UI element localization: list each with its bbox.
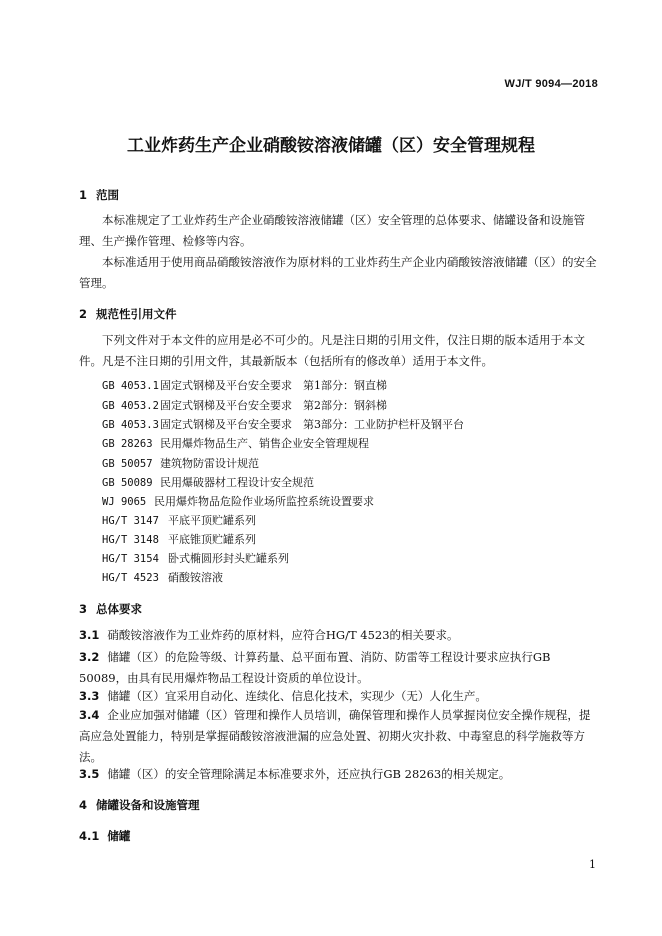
reference-item	[102, 377, 387, 393]
section-2-heading	[79, 306, 177, 322]
reference-title: 民用爆炸物品生产、销售企业安全管理规程	[160, 437, 369, 450]
reference-item	[102, 569, 223, 585]
reference-item	[102, 550, 289, 566]
standard-code: WJ/T 9094—2018	[504, 78, 598, 90]
section-number: 3	[79, 602, 88, 616]
reference-item	[102, 416, 464, 432]
section-title: 范围	[96, 188, 119, 202]
reference-code: HG/T 4523	[102, 572, 159, 584]
section-number: 1	[79, 188, 88, 202]
reference-code: GB 50057	[102, 458, 153, 470]
reference-title: 卧式椭圆形封头贮罐系列	[168, 552, 289, 565]
reference-item	[102, 397, 387, 413]
reference-title: 平底锥顶贮罐系列	[168, 533, 256, 546]
document-title: 工业炸药生产企业硝酸铵溶液储罐（区）安全管理规程	[127, 136, 535, 156]
reference-item	[102, 435, 369, 451]
section-3-heading	[79, 601, 142, 617]
clause-text: 企业应加强对储罐（区）管理和操作人员培训，确保管理和操作人员掌握岗位安全操作规程，提高应急处置能力，特别是掌握硝酸铵溶液泄漏的应急处置、初期火灾扑救、中毒窒息的科学施救等方法。	[79, 708, 591, 764]
clause-number: 3.4	[79, 708, 100, 722]
reference-code: HG/T 3148	[102, 534, 159, 546]
reference-item	[102, 512, 256, 528]
reference-title: 固定式钢梯及平台安全要求 第2部分：钢斜梯	[160, 399, 387, 412]
reference-item	[102, 531, 256, 547]
section-4-heading	[79, 797, 200, 813]
clause-text: 储罐（区）宜采用自动化、连续化、信息化技术，实现少（无）人化生产。	[107, 689, 487, 703]
subsection-number: 4.1	[79, 829, 100, 843]
clause-number: 3.5	[79, 767, 100, 781]
reference-item	[102, 493, 374, 509]
section-2-intro: 下列文件对于本文件的应用是必不可少的。凡是注日期的引用文件，仅注日期的版本适用于本文件。凡是不注日期的引用文件，其最新版本（包括所有的修改单）适用于本文件。	[79, 333, 585, 368]
reference-code: WJ 9065	[102, 496, 147, 508]
requirement-item	[79, 647, 601, 689]
requirement-item	[79, 686, 601, 707]
reference-item	[102, 474, 314, 490]
section-title: 总体要求	[96, 602, 142, 616]
section-1-para-2: 本标准适用于使用商品硝酸铵溶液作为原材料的工业炸药生产企业内硝酸铵溶液储罐（区）的安全管理。	[79, 255, 597, 290]
section-title: 规范性引用文件	[96, 307, 177, 321]
reference-code: GB 4053.2	[102, 400, 159, 412]
reference-title: 固定式钢梯及平台安全要求 第3部分：工业防护栏杆及钢平台	[160, 418, 464, 431]
reference-title: 平底平顶贮罐系列	[168, 514, 256, 527]
requirement-item	[79, 764, 601, 785]
reference-code: GB 50089	[102, 477, 153, 489]
clause-number: 3.3	[79, 689, 100, 703]
section-1-para-1: 本标准规定了工业炸药生产企业硝酸铵溶液储罐（区）安全管理的总体要求、储罐设备和设施管理、生产操作管理、检修等内容。	[79, 213, 585, 248]
reference-title: 硝酸铵溶液	[168, 571, 223, 584]
reference-code: HG/T 3154	[102, 553, 159, 565]
reference-title: 民用爆破器材工程设计安全规范	[160, 476, 314, 489]
clause-text: 储罐（区）的危险等级、计算药量、总平面布置、消防、防雷等工程设计要求应执行GB 50089，由具有民用爆炸物品工程设计资质的单位设计。	[79, 650, 551, 685]
reference-code: GB 4053.3	[102, 419, 159, 431]
reference-title: 固定式钢梯及平台安全要求 第1部分：钢直梯	[160, 379, 387, 392]
reference-code: HG/T 3147	[102, 515, 159, 527]
clause-number: 3.2	[79, 650, 100, 664]
clause-text: 硝酸铵溶液作为工业炸药的原材料，应符合HG/T 4523的相关要求。	[107, 628, 459, 642]
section-number: 4	[79, 798, 88, 812]
reference-title: 建筑物防雷设计规范	[160, 457, 259, 470]
requirement-item	[79, 705, 601, 768]
section-title: 储罐设备和设施管理	[96, 798, 200, 812]
reference-code: GB 4053.1	[102, 380, 159, 392]
subsection-title: 储罐	[107, 829, 131, 843]
reference-title: 民用爆炸物品危险作业场所监控系统设置要求	[154, 495, 374, 508]
clause-text: 储罐（区）的安全管理除满足本标准要求外，还应执行GB 28263的相关规定。	[107, 767, 511, 781]
section-number: 2	[79, 307, 88, 321]
clause-number: 3.1	[79, 628, 100, 642]
reference-code: GB 28263	[102, 438, 153, 450]
reference-item	[102, 455, 259, 471]
section-1-heading	[79, 187, 119, 203]
page-number: 1	[589, 858, 596, 871]
requirement-item	[79, 625, 601, 646]
subsection-4-1-heading	[79, 828, 130, 844]
